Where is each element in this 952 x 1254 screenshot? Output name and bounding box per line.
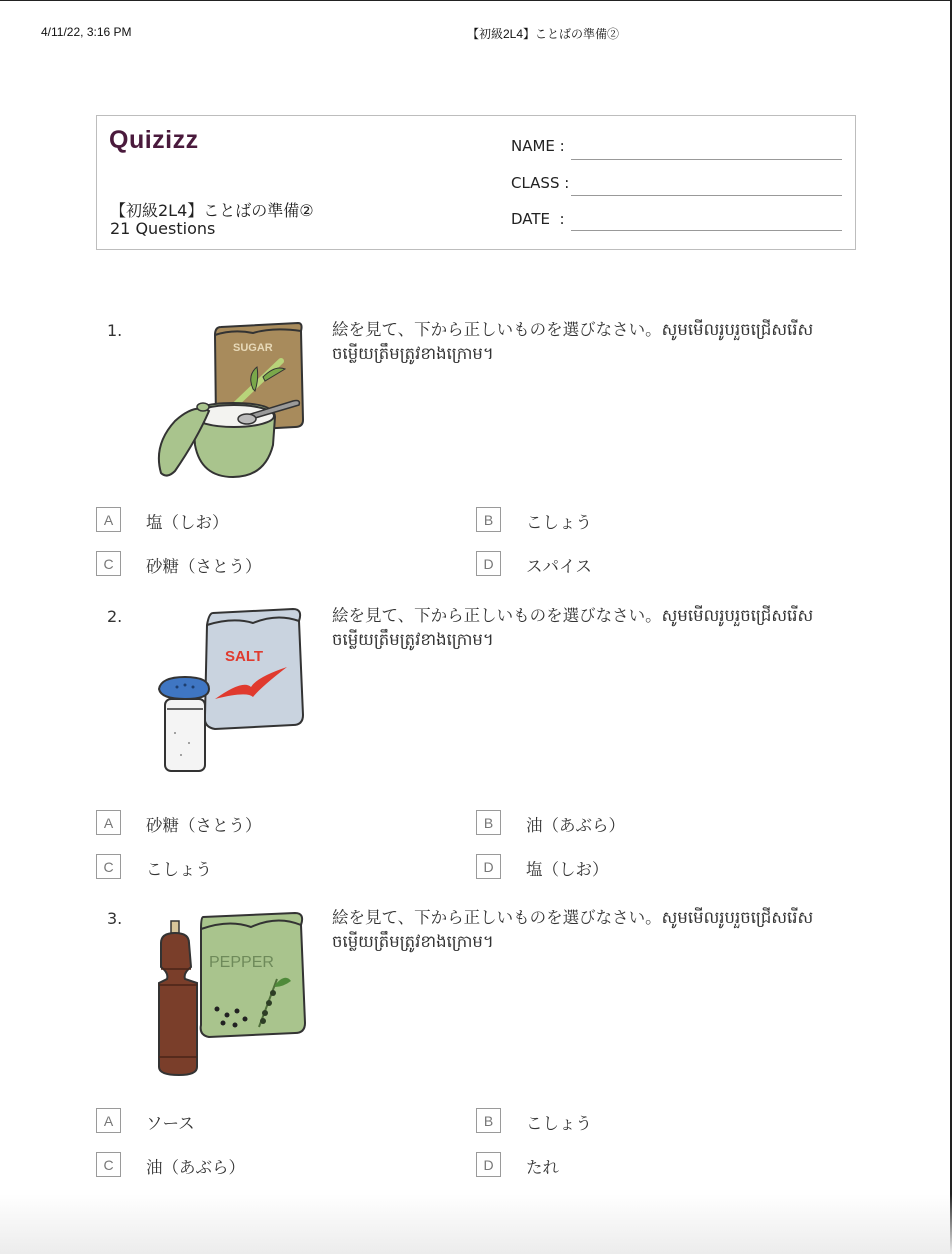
page-border-top bbox=[0, 0, 952, 1]
print-datetime: 4/11/22, 3:16 PM bbox=[41, 25, 132, 39]
quizizz-logo: Quizizz bbox=[109, 126, 199, 154]
option-d-box[interactable]: D bbox=[476, 551, 501, 576]
class-field[interactable] bbox=[571, 195, 842, 196]
option-c-text: 砂糖（さとう） bbox=[146, 557, 262, 576]
sugar-image bbox=[153, 315, 311, 485]
option-b-box[interactable]: B bbox=[476, 1108, 501, 1133]
option-c-text: こしょう bbox=[146, 860, 212, 879]
option-b-text: こしょう bbox=[526, 513, 592, 532]
sugar-label: SUGAR bbox=[233, 342, 273, 354]
option-a-text: 砂糖（さとう） bbox=[146, 816, 262, 835]
name-label: NAME : bbox=[511, 137, 565, 155]
worksheet-header bbox=[96, 115, 856, 250]
option-b-text: こしょう bbox=[526, 1114, 592, 1133]
option-c-text: 油（あぶら） bbox=[146, 1158, 245, 1177]
name-field[interactable] bbox=[571, 159, 842, 160]
option-c-box[interactable]: C bbox=[96, 1152, 121, 1177]
option-b-box[interactable]: B bbox=[476, 507, 501, 532]
option-b-box[interactable]: B bbox=[476, 810, 501, 835]
option-c-box[interactable]: C bbox=[96, 854, 121, 879]
question-number: 3. bbox=[107, 909, 123, 928]
question-count: 21 Questions bbox=[110, 219, 216, 238]
quiz-title: 【初級2L4】ことばの準備② bbox=[110, 201, 314, 220]
question-prompt: 絵を見て、下から正しいものを選びなさい。សូមមើលរូបរួចជ្រើសរើសចម្លើយត្រឹមត្រូវខាងក្រោម។ bbox=[332, 908, 814, 951]
option-c-box[interactable]: C bbox=[96, 551, 121, 576]
pepper-label: PEPPER bbox=[209, 954, 274, 971]
option-a-text: 塩（しお） bbox=[146, 513, 229, 532]
date-field[interactable] bbox=[571, 230, 842, 231]
option-a-box[interactable]: A bbox=[96, 810, 121, 835]
option-a-box[interactable]: A bbox=[96, 1108, 121, 1133]
class-label: CLASS : bbox=[511, 174, 570, 192]
option-d-text: たれ bbox=[526, 1158, 559, 1177]
page-bottom-shade bbox=[0, 1194, 952, 1254]
date-label: DATE : bbox=[511, 210, 565, 228]
option-d-box[interactable]: D bbox=[476, 1152, 501, 1177]
question-prompt: 絵を見て、下から正しいものを選びなさい。សូមមើលរូបរួចជ្រើសរើសចម្លើយត្រឹមត្រូវខាងក្រោម។ bbox=[332, 320, 814, 363]
print-title: 【初級2L4】ことばの準備② bbox=[467, 27, 620, 41]
question-number: 1. bbox=[107, 321, 123, 340]
option-b-text: 油（あぶら） bbox=[526, 816, 625, 835]
salt-label: SALT bbox=[225, 648, 264, 665]
option-d-text: 塩（しお） bbox=[526, 860, 609, 879]
pepper-image bbox=[153, 907, 311, 1077]
option-a-box[interactable]: A bbox=[96, 507, 121, 532]
option-a-text: ソース bbox=[146, 1114, 195, 1133]
salt-image bbox=[153, 603, 311, 773]
question-prompt: 絵を見て、下から正しいものを選びなさい。សូមមើលរូបរួចជ្រើសរើសចម្លើយត្រឹមត្រូវខាងក្រោម។ bbox=[332, 606, 814, 649]
option-d-text: スパイス bbox=[526, 557, 592, 576]
option-d-box[interactable]: D bbox=[476, 854, 501, 879]
question-number: 2. bbox=[107, 607, 123, 626]
